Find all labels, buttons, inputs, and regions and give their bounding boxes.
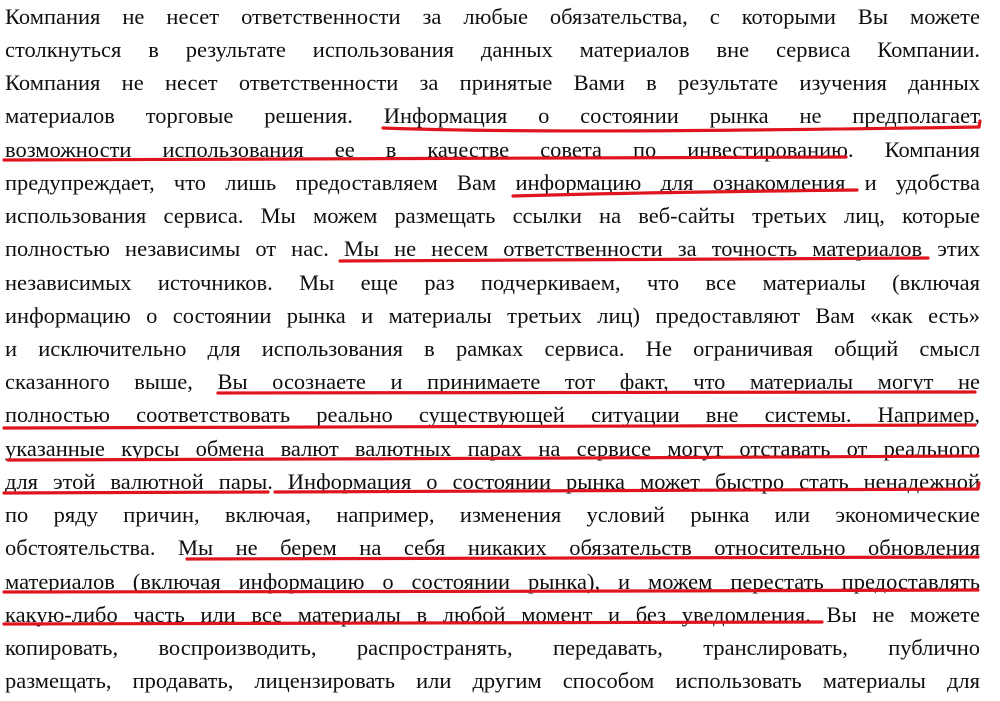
text-line-9: независимых источников. Мы еще раз подчеркиваем, что все материалы (включая [5,270,980,295]
text-line-12: сказанного выше, Вы осознаете и принимаете тот факт, что материалы могут не [5,369,980,394]
text-line-8: полностью независимы от нас. Мы не несем ответственности за точность материалов этих [5,236,980,261]
text-line-6: предупреждает, что лишь предоставляем Вам информацию для ознакомления и удобства [5,170,980,195]
text-line-5: возможности использования ее в качестве совета по инвестированию. Компания [5,137,980,162]
text-line-4: материалов торговые решения. Информация о состоянии рынка не предполагает [5,103,980,128]
text-line-10: информацию о состоянии рынка и материалы третьих лиц) предоставляют Вам «как есть» [5,303,980,328]
text-line-20: копировать, воспроизводить, распространять, передавать, транслировать, публично [5,635,980,660]
text-line-14: указанные курсы обмена валют валютных парах на сервисе могут отставать от реального [5,436,980,461]
text-line-3: Компания не несет ответственности за принятые Вами в результате изучения данных [5,70,980,95]
text-line-17: обстоятельства. Мы не берем на себя никаких обязательств относительно обновления [5,535,980,560]
text-line-1: Компания не несет ответственности за любые обязательства, с которыми Вы можете [5,4,980,29]
text-line-18: материалов (включая информацию о состоянии рынка), и можем перестать предоставлять [5,569,980,594]
text-line-16: по ряду причин, включая, например, изменения условий рынка или экономические [5,502,980,527]
text-line-7: использования сервиса. Мы можем размещать ссылки на веб-сайты третьих лиц, которые [5,203,980,228]
text-line-2: столкнуться в результате использования данных материалов вне сервиса Компании. [5,37,980,62]
text-line-19: какую-либо часть или все материалы в любой момент и без уведомления. Вы не можете [5,602,980,627]
text-line-15: для этой валютной пары. Информация о состоянии рынка может быстро стать ненадежной [5,469,980,494]
text-line-11: и исключительно для использования в рамках сервиса. Не ограничивая общий смысл [5,336,980,361]
text-line-21: размещать, продавать, лицензировать или другим способом использовать материалы для [5,668,980,693]
text-line-13: полностью соответствовать реально существующей ситуации вне системы. Например, [5,402,980,427]
